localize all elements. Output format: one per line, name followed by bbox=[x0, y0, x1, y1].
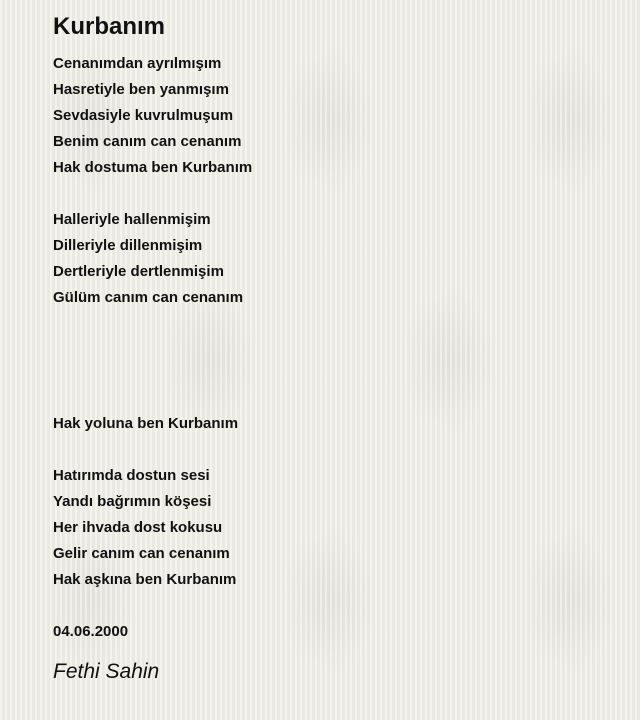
poem-line: Gelir canım can cenanım bbox=[53, 545, 230, 562]
poem-line: Halleriyle hallenmişim bbox=[53, 211, 211, 228]
poem-line: Yandı bağrımın köşesi bbox=[53, 493, 212, 510]
poem-line: Benim canım can cenanım bbox=[53, 133, 242, 150]
poem-date: 04.06.2000 bbox=[53, 623, 129, 640]
poem-author: Fethi Sahin bbox=[53, 660, 160, 683]
poem-line: Her ihvada dost kokusu bbox=[53, 519, 223, 536]
poem-line: Dilleriyle dillenmişim bbox=[53, 237, 203, 254]
poem-line: Sevdasiyle kuvrulmuşum bbox=[53, 107, 234, 124]
poem-line: Hak aşkına ben Kurbanım bbox=[53, 571, 237, 588]
poem-line: Hak dostuma ben Kurbanım bbox=[53, 159, 253, 176]
poem-line: Hak yoluna ben Kurbanım bbox=[53, 415, 239, 432]
poem-line: Gülüm canım can cenanım bbox=[53, 289, 244, 306]
poem-line: Cenanımdan ayrılmışım bbox=[53, 55, 222, 72]
poem-line: Hasretiyle ben yanmışım bbox=[53, 81, 229, 98]
poem-line: Hatırımda dostun sesi bbox=[53, 467, 210, 484]
poem-title: Kurbanım bbox=[53, 13, 166, 40]
poem-line: Dertleriyle dertlenmişim bbox=[53, 263, 224, 280]
